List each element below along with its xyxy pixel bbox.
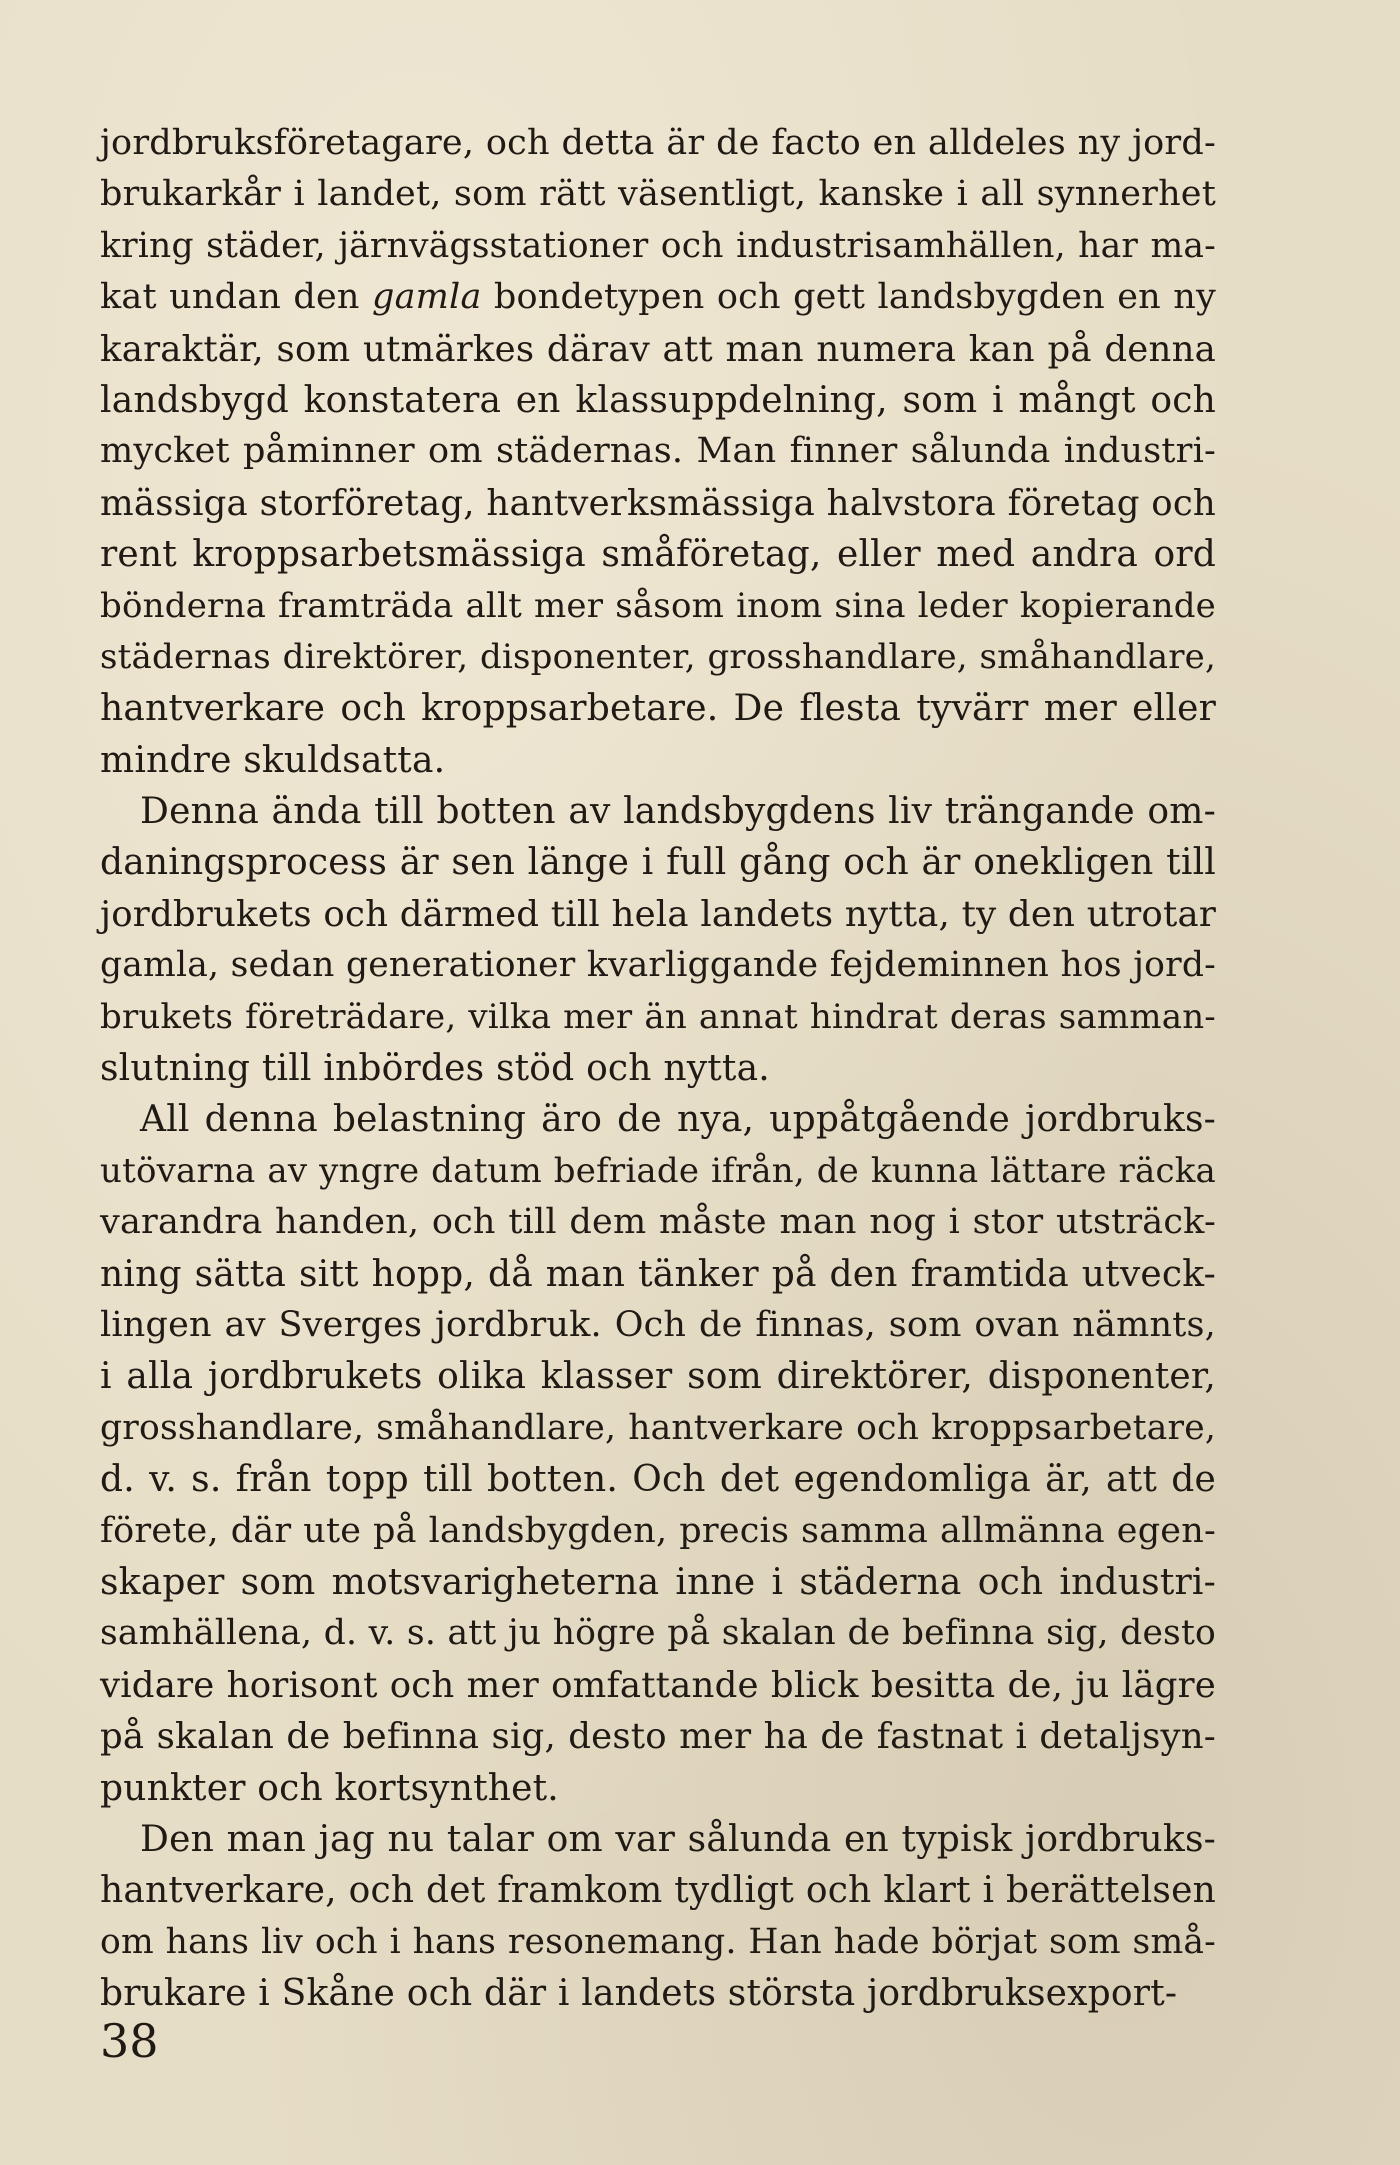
emphasized-word: gamla xyxy=(372,277,482,318)
body-text xyxy=(100,118,1216,2019)
paragraph xyxy=(100,1094,1216,1813)
text-line: lingen av Sverges jordbruk. Och de finnas, som ovan nämnts, xyxy=(100,1304,1216,1345)
text-line: punkter och kortsynthet. xyxy=(100,1767,559,1809)
text-line: mycket påminner om städernas. Man finner sålunda industri- xyxy=(100,431,1216,472)
text-line: brukarkår i landet, som rätt väsentligt, kanske i all synnerhet xyxy=(100,174,1216,215)
text-line: bönderna framträda allt mer såsom inom sina leder kopierande xyxy=(100,585,1216,626)
paragraph xyxy=(100,1814,1216,2020)
text-line: varandra handen, och till dem måste man nog i stor utsträck- xyxy=(100,1202,1216,1243)
text-line: Den man jag nu talar om var sålunda en typisk jordbruks- xyxy=(140,1818,1216,1860)
text-line: jordbrukets och därmed till hela landets nytta, ty den utrotar xyxy=(100,893,1216,935)
text-line: Denna ända till botten av landsbygdens liv trängande om- xyxy=(140,791,1216,833)
text-line: rent kroppsarbetsmässiga småföretag, eller med andra ord xyxy=(100,534,1216,576)
page-number: 38 xyxy=(100,2014,159,2068)
text-line: hantverkare, och det framkom tydligt och klart i berättelsen xyxy=(100,1870,1216,1912)
text-line: gamla, sedan generationer kvarliggande fejdeminnen hos jord- xyxy=(100,945,1216,986)
text-line: samhällena, d. v. s. att ju högre på skalan de befinna sig, desto xyxy=(100,1613,1216,1654)
text-line: städernas direktörer, disponenter, grosshandlare, småhandlare, xyxy=(100,636,1216,677)
text-line: om hans liv och i hans resonemang. Han hade börjat som små- xyxy=(100,1921,1216,1962)
text-line: ning sätta sitt hopp, då man tänker på den framtida utveck- xyxy=(100,1253,1216,1295)
text-line: All denna belastning äro de nya, uppåtgående jordbruks- xyxy=(140,1099,1216,1141)
text-line: mindre skuldsatta. xyxy=(100,739,446,781)
text-line: jordbruksföretagare, och detta är de facto en alldeles ny jord- xyxy=(100,123,1216,163)
text-line: utövarna av yngre datum befriade ifrån, de kunna lättare räcka xyxy=(100,1150,1216,1191)
paragraph xyxy=(100,118,1216,786)
text-line: d. v. s. från topp till botten. Och det egendomliga är, att de xyxy=(100,1459,1216,1501)
text-line: kat undan den gamla bondetypen och gett landsbygden en ny xyxy=(100,277,1216,318)
text-line: brukare i Skåne och där i landets största jordbruksexport- xyxy=(100,1973,1178,2015)
text-line: på skalan de befinna sig, desto mer ha de fastnat i detaljsyn- xyxy=(100,1716,1216,1758)
text-line: förete, där ute på landsbygden, precis samma allmänna egen- xyxy=(100,1510,1216,1551)
paragraph xyxy=(100,786,1216,1094)
text-line: hantverkare och kroppsarbetare. De flesta tyvärr mer eller xyxy=(100,688,1216,730)
text-line: karaktär, som utmärkes därav att man numera kan på denna xyxy=(100,328,1216,370)
text-line: brukets företrädare, vilka mer än annat hindrat deras samman- xyxy=(100,996,1216,1037)
text-line: landsbygd konstatera en klassuppdelning, som i mångt och xyxy=(100,379,1216,421)
text-line: mässiga storföretag, hantverksmässiga halvstora företag och xyxy=(100,482,1216,524)
text-line: daningsprocess är sen länge i full gång och är onekligen till xyxy=(100,842,1216,884)
text-line: grosshandlare, småhandlare, hantverkare och kroppsarbetare, xyxy=(100,1407,1216,1448)
text-line: skaper som motsvarigheterna inne i städerna och industri- xyxy=(100,1561,1216,1603)
text-line: slutning till inbördes stöd och nytta. xyxy=(100,1048,770,1090)
text-line: i alla jordbrukets olika klasser som direktörer, disponenter, xyxy=(100,1356,1216,1398)
text-line: vidare horisont och mer omfattande blick besitta de, ju lägre xyxy=(100,1664,1216,1706)
text-line: kring städer, järnvägsstationer och industrisamhällen, har ma- xyxy=(100,225,1216,266)
